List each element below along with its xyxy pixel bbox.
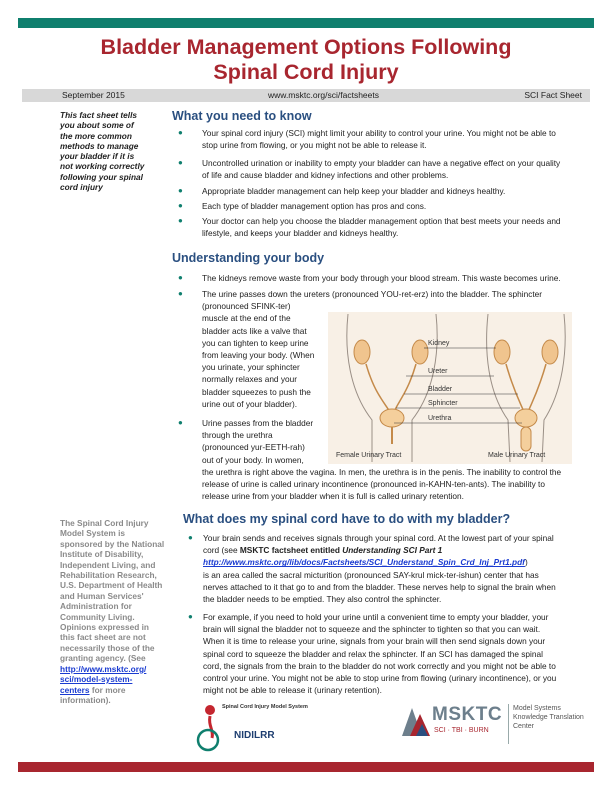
bullet-icon: ● bbox=[178, 418, 183, 427]
funding-line: and Human Services' bbox=[60, 590, 144, 601]
label-female-tract: Female Urinary Tract bbox=[336, 452, 402, 459]
msktc-logo bbox=[396, 700, 586, 756]
title-line-1: Bladder Management Options Following bbox=[100, 35, 512, 59]
section-heading-spinal-cord-bladder: What does my spinal cord have to do with my bladder? bbox=[183, 512, 511, 526]
list-item: Your spinal cord injury (SCI) might limit your ability to control your urine. You might not be able to stop urine from flowing, or you might not be able to release it. bbox=[202, 128, 556, 151]
funding-line: granting agency. (See bbox=[60, 653, 146, 664]
sci-model-system-logo bbox=[190, 700, 310, 754]
sidebar-intro-line: following your spinal bbox=[60, 171, 143, 182]
label-male-tract: Male Urinary Tract bbox=[488, 452, 546, 459]
sci-logo-text: Spinal Cord Injury Model System bbox=[222, 704, 308, 710]
section-heading-understanding-body: Understanding your body bbox=[172, 251, 325, 265]
label-kidney: Kidney bbox=[428, 340, 450, 347]
sidebar-intro-line: you about some of bbox=[60, 120, 134, 131]
funding-line: this fact sheet are not bbox=[60, 632, 146, 643]
header-info-bar bbox=[22, 89, 590, 102]
sidebar-intro-line: your bladder if it is bbox=[60, 151, 135, 162]
funding-line: Rehabilitation Research, bbox=[60, 570, 157, 581]
msktc-subtitle: SCI · TBI · BURN bbox=[434, 727, 489, 734]
bullet-icon: ● bbox=[178, 128, 183, 137]
funding-line: Model System is bbox=[60, 528, 126, 539]
sidebar-intro-line: methods to manage bbox=[60, 140, 139, 151]
bullet-icon: ● bbox=[188, 533, 193, 542]
funding-line: sponsored by the National bbox=[60, 538, 165, 549]
list-item: Your doctor can help you choose the bladder management option that best meets your needs and lifestyle, and keeps your bladder and kidneys healthy. bbox=[202, 216, 561, 239]
funding-line: Community Living. bbox=[60, 611, 135, 622]
bullet-icon: ● bbox=[178, 273, 183, 282]
urinary-tract-diagram bbox=[328, 312, 572, 464]
funding-line: Institute of Disability, bbox=[60, 549, 144, 560]
funding-line: necessarily those of the bbox=[60, 642, 155, 653]
label-sphincter: Sphincter bbox=[428, 400, 458, 407]
label-urethra: Urethra bbox=[428, 415, 452, 422]
publication-date: September 2015 bbox=[62, 90, 125, 100]
list-item: Appropriate bladder management can help keep your bladder and kidneys healthy. bbox=[202, 186, 506, 196]
label-ureter: Ureter bbox=[428, 368, 448, 375]
list-item: The kidneys remove waste from your body through your blood stream. This waste becomes urine. bbox=[202, 273, 561, 283]
bottom-accent-bar bbox=[18, 762, 594, 772]
bullet-icon: ● bbox=[178, 201, 183, 210]
list-item: For example, if you need to hold your urine until a convenient time to empty your bladder, your brain will signal the bladder not to squeeze and the sphincter to tighten so that you can wait. When it is time to release your urine, signals from your brain will then send signals down your spinal cord to squeeze the bladder and relax the sphincter. If an SCI has damaged the spinal cord, the signals from the brain to the bladder do not work correctly and you might not be able to control your urine. You might not be able to stop urine from flowing (urinary incontinence), or you might not be able to release it (urinary retention). bbox=[203, 612, 557, 696]
factsheets-url[interactable]: www.msktc.org/sci/factsheets bbox=[268, 90, 380, 100]
factsheet-label: SCI Fact Sheet bbox=[524, 90, 582, 100]
list-item: Uncontrolled urination or inability to empty your bladder can have a negative effect on your quality of life and cause bladder and kidney infections and other problems. bbox=[202, 158, 561, 181]
funding-line: Independent Living, and bbox=[60, 559, 156, 570]
divider bbox=[508, 704, 509, 744]
sidebar-intro-line: not working correctly bbox=[60, 161, 145, 172]
bullet-icon: ● bbox=[178, 216, 183, 225]
list-item: Urine passes from the bladder through the urethra (pronounced yur-EETH-rah) out of your body. In women, the urethra is right above the vagina. In men, the urethra is in the penis. The inability to control the release of urine is called urinary incontinence (pronounced in-KAHN-ten-ants). The inability to release urine from your bladder when it is full is called urinary retention. bbox=[202, 418, 562, 502]
list-item: Your brain sends and receives signals through your spinal cord. At the lowest part of your spinal cord (see MSKTC factsheet entitled Understanding SCI Part 1 http://www.msktc.org/lib/docs/Factsheets/SCI_Understand_Spin_Crd_Inj_Prt1.pdf) is an area called the sacral micturition (pronounced SAY-krul mick-ter-ishun) center that has nerves attached to it that go to and from the bladder. These nerves help to signal the brain when the bladder needs to be emptied. They also control the sphincter. bbox=[203, 533, 556, 605]
list-item: Each type of bladder management option has pros and cons. bbox=[202, 201, 427, 211]
bullet-icon: ● bbox=[188, 612, 193, 621]
funding-line: information). bbox=[60, 694, 111, 705]
sidebar-intro-line: This fact sheet tells bbox=[60, 110, 138, 120]
bullet-icon: ● bbox=[178, 289, 183, 298]
title-line-2: Spinal Cord Injury bbox=[213, 60, 399, 84]
nidilrr-logo: NIDILRR bbox=[234, 730, 275, 741]
label-bladder: Bladder bbox=[428, 386, 453, 393]
funding-line: U.S. Department of Health bbox=[60, 580, 163, 591]
model-system-link-end[interactable]: centers bbox=[60, 684, 90, 695]
msktc-description: Model Systems Knowledge Translation Center bbox=[513, 705, 584, 730]
funding-line: Opinions expressed in bbox=[60, 622, 149, 633]
sidebar-intro-line: cord injury bbox=[60, 182, 103, 193]
understanding-sci-pdf-link[interactable]: http://www.msktc.org/lib/docs/Factsheets/SCI_Understand_Spin_Crd_Inj_Prt1.pdf bbox=[203, 557, 525, 568]
list-item: The urine passes down the ureters (pronounced YOU-ret-erz) into the bladder. The sphincter (pronounced SFINK-ter) muscle at the end of the bladder acts like a valve that you can tighten to keep urine from leaving your body. (When you urinate, your sphincter normally relaxes and your bladder squeezes to push the urine out of your bladder). bbox=[202, 289, 543, 409]
model-system-link[interactable]: http://www.msktc.org/ bbox=[60, 663, 147, 674]
bullet-icon: ● bbox=[178, 158, 183, 167]
msktc-wordmark: MSKTC bbox=[432, 704, 503, 725]
model-system-link-cont[interactable]: sci/model-system- bbox=[60, 674, 133, 685]
funding-line: The Spinal Cord Injury bbox=[60, 518, 149, 528]
page-title bbox=[40, 35, 572, 85]
funding-after-link: for more bbox=[89, 684, 126, 695]
funding-line: Administration for bbox=[60, 601, 132, 612]
sidebar-intro bbox=[60, 110, 178, 192]
section-heading-need-to-know: What you need to know bbox=[172, 109, 312, 123]
sidebar-funding-note bbox=[60, 518, 166, 705]
sidebar-intro-line: the more common bbox=[60, 130, 132, 141]
bullet-icon: ● bbox=[178, 186, 183, 195]
top-accent-bar bbox=[18, 18, 594, 28]
